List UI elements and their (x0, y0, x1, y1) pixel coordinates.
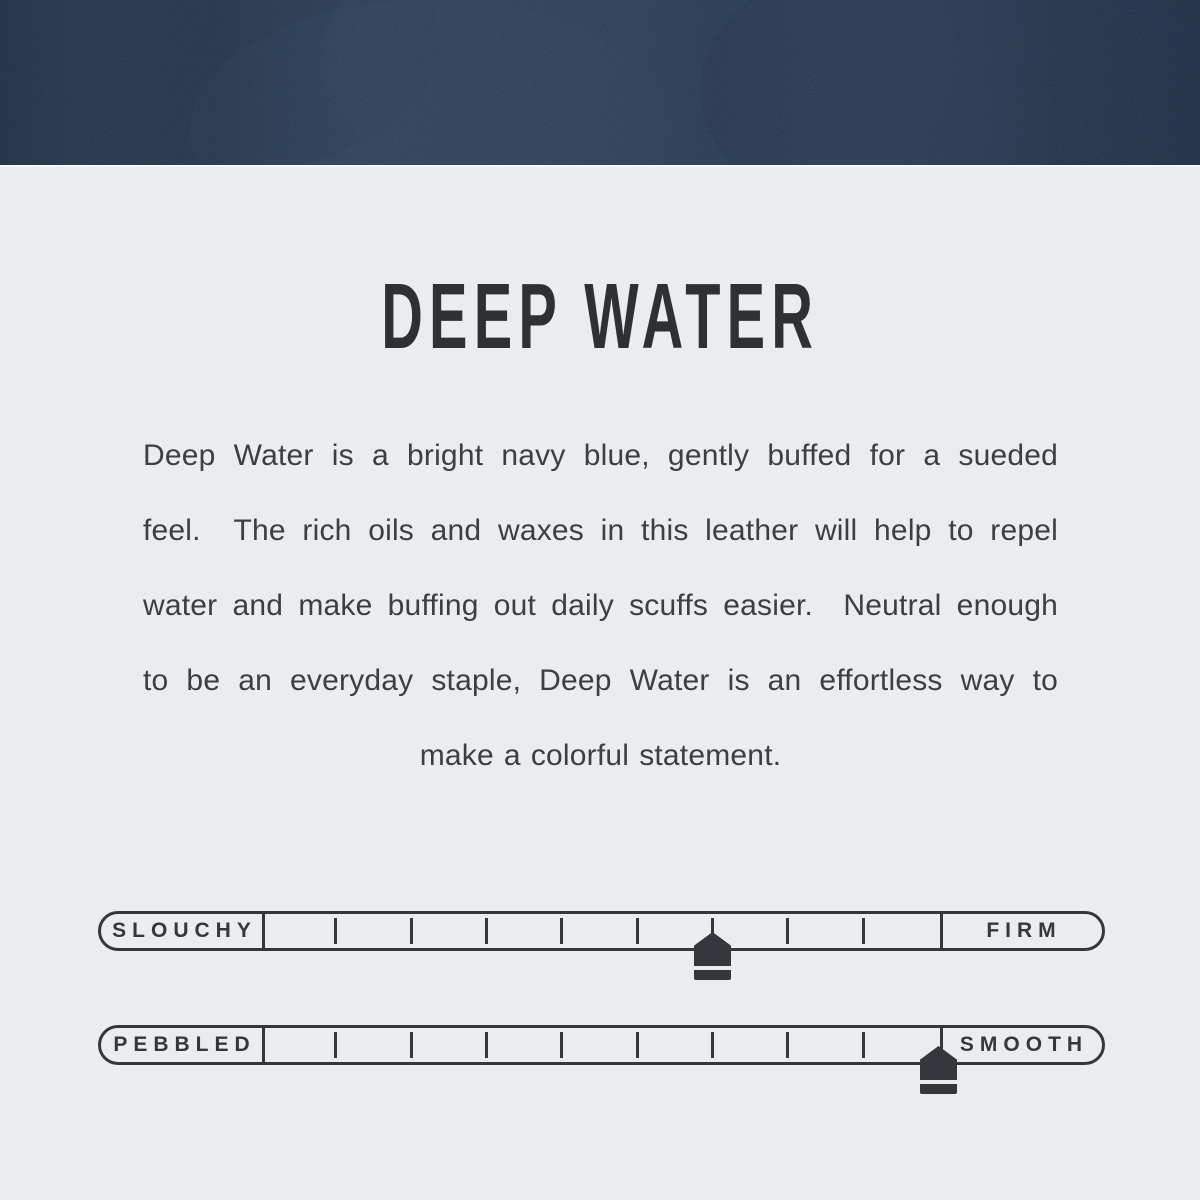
texture-left-label: PEBBLED (113, 1033, 256, 1056)
firmness-scale (98, 911, 1105, 951)
page-title-text: DEEP WATER (381, 264, 819, 368)
description-line: feel. The rich oils and waxes in this leather will help to repel (143, 514, 1058, 547)
firmness-left-label: SLOUCHY (112, 919, 257, 942)
texture-right-label: SMOOTH (959, 1033, 1089, 1056)
description-paragraph (143, 418, 1058, 793)
banner-divider-line (0, 165, 1200, 167)
scale-tick (711, 1032, 714, 1058)
scale-tick (862, 1032, 865, 1058)
scale-marker (694, 932, 731, 980)
page-title (0, 264, 1200, 368)
scale-divider (262, 1028, 265, 1062)
texture-scale (98, 1025, 1105, 1065)
scale-tick (786, 918, 789, 944)
scale-marker (920, 1046, 957, 1094)
description-line: water and make buffing out daily scuffs easier. Neutral enough (143, 589, 1058, 622)
scale-tick (485, 1032, 488, 1058)
scale-tick (410, 1032, 413, 1058)
scale-tick (334, 1032, 337, 1058)
scale-tick (636, 918, 639, 944)
scale-tick (786, 1032, 789, 1058)
scale-tick (862, 918, 865, 944)
scale-tick (410, 918, 413, 944)
scale-tick (636, 1032, 639, 1058)
leather-swatch-image (0, 0, 1200, 165)
scale-tick (334, 918, 337, 944)
marker-base-bar (694, 970, 731, 980)
description-line: to be an everyday staple, Deep Water is an effortless way to (143, 664, 1058, 697)
marker-pointer-icon (920, 1046, 957, 1080)
scale-tick (560, 918, 563, 944)
marker-base-bar (920, 1084, 957, 1094)
scale-tick (485, 918, 488, 944)
firmness-right-label: FIRM (986, 919, 1062, 942)
scale-tick (560, 1032, 563, 1058)
description-line: make a colorful statement. (419, 739, 782, 772)
description-line: Deep Water is a bright navy blue, gently buffed for a sueded (143, 439, 1058, 472)
scale-divider (262, 914, 265, 948)
marker-pointer-icon (694, 932, 731, 966)
